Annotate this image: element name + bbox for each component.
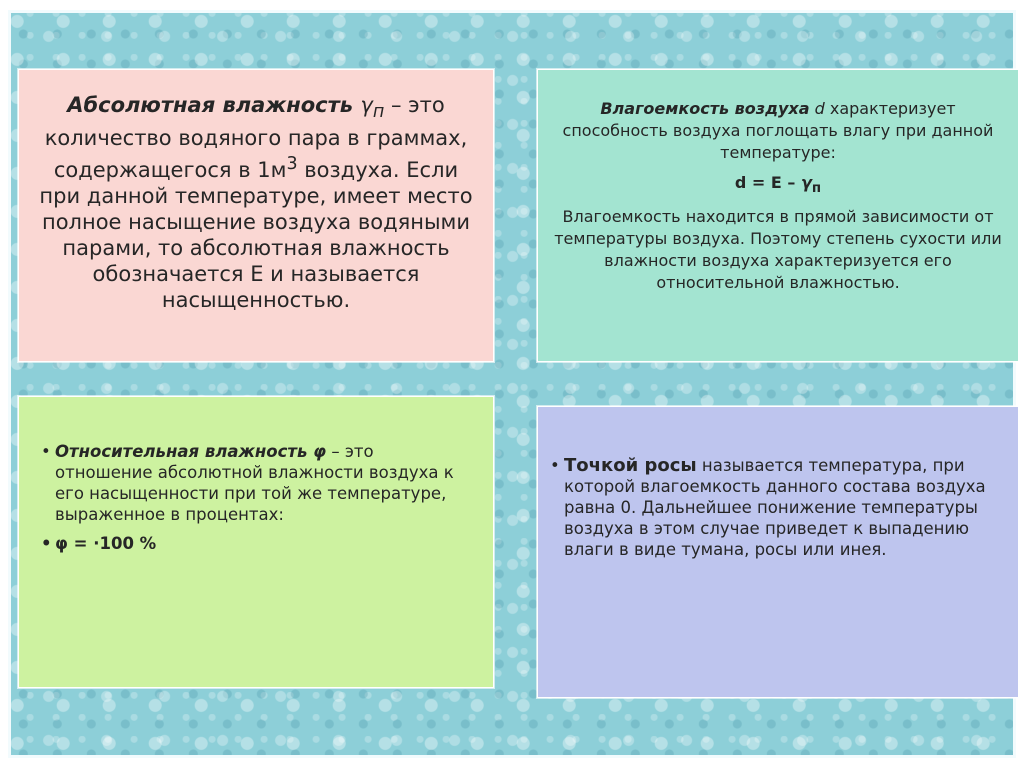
formula-symbol: γ bbox=[800, 173, 812, 192]
relative-humidity-symbol: φ bbox=[313, 442, 327, 461]
absolute-humidity-symbol-subscript: п bbox=[372, 102, 385, 123]
relative-humidity-box bbox=[18, 396, 494, 688]
absolute-humidity-term: Абсолютная влажность bbox=[67, 93, 361, 117]
moisture-capacity-term: Влагоемкость воздуха bbox=[600, 99, 810, 118]
slide-background bbox=[8, 10, 1016, 758]
dew-point-list bbox=[550, 455, 1004, 560]
relative-humidity-list bbox=[41, 441, 473, 554]
absolute-humidity-symbol: γ bbox=[360, 93, 373, 117]
moisture-capacity-symbol: d bbox=[809, 99, 825, 118]
absolute-humidity-definition-cont: воздуха. Если при данной температуре, имеет место полное насыщение воздуха водяными парами, то абсолютная влажность обозначается Е и называется насыщенностью. bbox=[39, 158, 473, 313]
relative-humidity-formula: • φ = ·100 % bbox=[41, 533, 473, 554]
moisture-capacity-box bbox=[537, 69, 1019, 362]
absolute-humidity-definition: – это количество водяного пара в граммах, содержащегося в 1м bbox=[44, 93, 468, 183]
moisture-capacity-definition bbox=[554, 98, 1002, 164]
list-item bbox=[41, 441, 473, 525]
moisture-capacity-explanation: Влагоемкость находится в прямой зависимости от температуры воздуха. Поэтому степень сухости или влажности воздуха характеризуется его относительной влажностью. bbox=[554, 207, 1002, 293]
dew-point-box bbox=[537, 406, 1019, 698]
moisture-capacity-formula bbox=[554, 172, 1002, 200]
dew-point-text: называется температура, при которой влагоемкость данного состава воздуха равна 0. Дальнейшее понижение температуры воздуха в этом случае приведет к выпадению влаги в виде тумана, росы или инея. bbox=[564, 456, 986, 559]
moisture-capacity-text: характеризует способность воздуха поглощать влагу при данной температуре: bbox=[562, 99, 994, 162]
absolute-humidity-text bbox=[33, 92, 479, 313]
cubic-superscript: 3 bbox=[286, 154, 298, 175]
relative-humidity-text: – это отношение абсолютной влажности воздуха к его насыщенности при той же температуре, выраженное в процентах: bbox=[55, 442, 454, 524]
absolute-humidity-box bbox=[18, 69, 494, 362]
relative-humidity-term: Относительная влажность bbox=[55, 442, 314, 461]
formula-subscript: п bbox=[811, 181, 822, 197]
list-item bbox=[550, 455, 1004, 560]
formula-text: d = E – bbox=[734, 173, 801, 192]
dew-point-term: Точкой росы bbox=[564, 455, 697, 476]
